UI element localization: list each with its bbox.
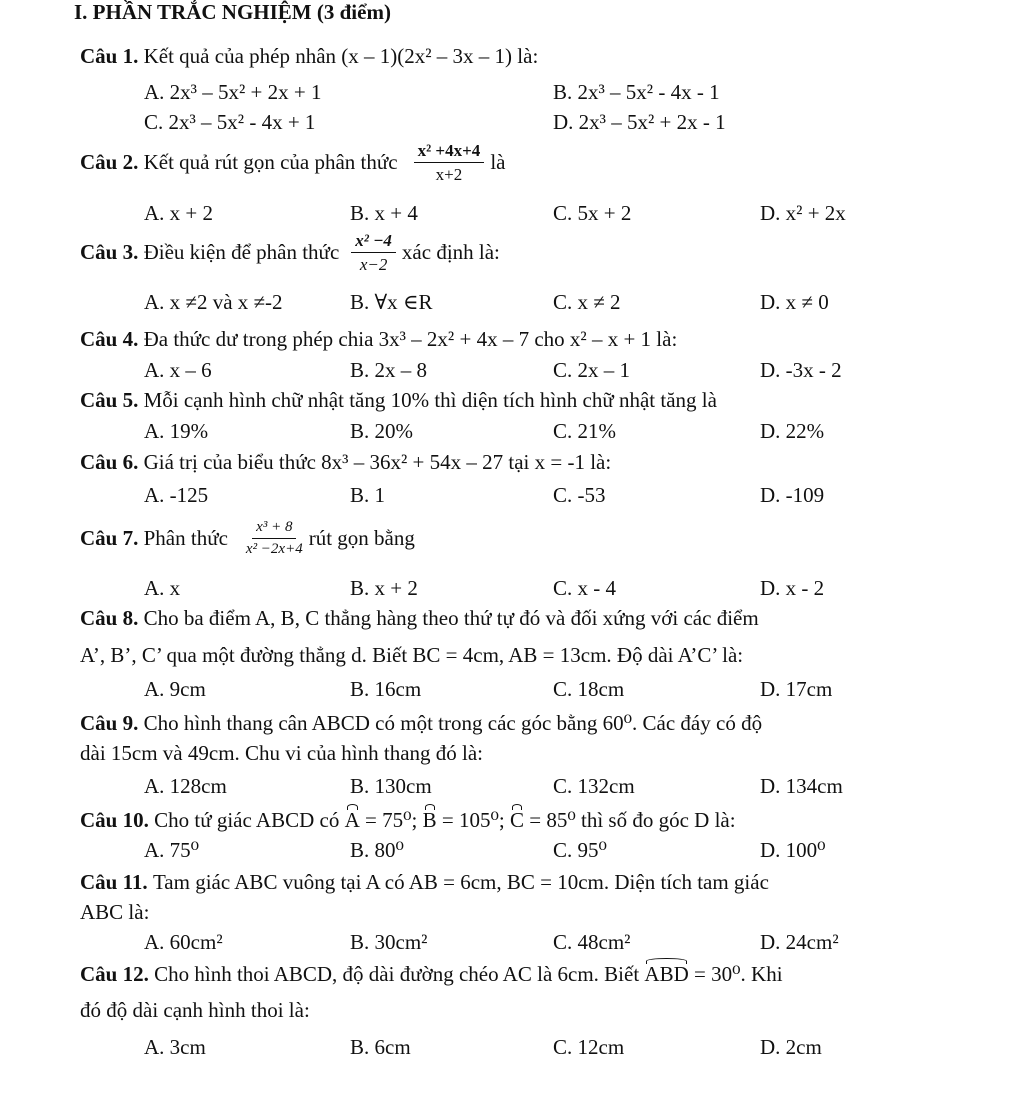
question-text-after: là (490, 150, 506, 174)
option-a[interactable]: A. x – 6 (144, 358, 212, 382)
question-label: Câu 7. (80, 526, 139, 550)
fraction-denominator: x−2 (359, 255, 388, 274)
option-b[interactable]: B. 1 (350, 483, 386, 507)
question-3 (80, 232, 500, 273)
question-text: Cho hình thoi ABCD, độ dài đường chéo AC là 6cm. Biết (154, 962, 640, 986)
fraction-numerator: x² +4x+4 (414, 142, 485, 163)
angle-a-value: = 75⁰; (359, 808, 423, 832)
option-b[interactable]: B. 2x³ – 5x² - 4x - 1 (553, 80, 720, 104)
question-text: Giá trị của biểu thức 8x³ – 36x² + 54x – 27 tại x = -1 là: (143, 450, 612, 474)
option-a[interactable]: A. x ≠2 và x ≠-2 (144, 290, 283, 314)
option-d[interactable]: D. 22% (760, 419, 825, 443)
option-c[interactable]: C. x ≠ 2 (553, 290, 621, 314)
option-a[interactable]: A. 60cm² (144, 930, 223, 954)
question-label: Câu 4. (80, 327, 139, 351)
option-c[interactable]: C. 2x – 1 (553, 358, 631, 382)
angle-b-value: = 105⁰; (436, 808, 510, 832)
question-text: Tam giác ABC vuông tại A có AB = 6cm, BC = 10cm. Diện tích tam giác (152, 870, 769, 894)
question-label: Câu 5. (80, 388, 139, 412)
option-b[interactable]: B. x + 2 (350, 576, 418, 600)
question-text-after: xác định là: (401, 240, 500, 264)
option-a[interactable]: A. 75⁰ (144, 838, 200, 862)
option-b[interactable]: B. x + 4 (350, 201, 418, 225)
option-c[interactable]: C. 21% (553, 419, 616, 443)
option-a[interactable]: A. 3cm (144, 1035, 206, 1059)
question-label: Câu 3. (80, 240, 139, 264)
option-b[interactable]: B. ∀x ∈R (350, 290, 433, 314)
option-d[interactable]: D. 134cm (760, 774, 843, 798)
fraction-denominator: x² −2x+4 (245, 541, 303, 557)
option-a[interactable]: A. 128cm (144, 774, 227, 798)
option-c[interactable]: C. 95⁰ (553, 838, 607, 862)
question-label: Câu 1. (80, 44, 139, 68)
angle-a: A (344, 808, 360, 832)
option-c[interactable]: C. 5x + 2 (553, 201, 632, 225)
option-a[interactable]: A. x + 2 (144, 201, 214, 225)
question-12 (80, 964, 783, 985)
question-label: Câu 2. (80, 150, 139, 174)
option-a[interactable]: A. 19% (144, 419, 209, 443)
question-7 (80, 520, 415, 557)
question-6 (80, 452, 611, 473)
option-c[interactable]: C. 18cm (553, 677, 625, 701)
question-12-line-2: đó độ dài cạnh hình thoi là: (80, 998, 310, 1022)
option-d[interactable]: D. x - 2 (760, 576, 825, 600)
question-11 (80, 872, 769, 893)
option-b[interactable]: B. 80⁰ (350, 838, 404, 862)
question-9 (80, 713, 762, 734)
fraction-numerator: x³ + 8 (252, 520, 296, 539)
angle-abd: ABD (644, 962, 689, 986)
question-5 (80, 390, 717, 411)
question-text: Mỗi cạnh hình chữ nhật tăng 10% thì diện tích hình chữ nhật tăng là (143, 388, 717, 412)
question-label: Câu 6. (80, 450, 139, 474)
fraction-denominator: x+2 (435, 165, 463, 184)
angle-c: C (509, 808, 524, 832)
option-d[interactable]: D. x² + 2x (760, 201, 846, 225)
question-11-line-2: ABC là: (80, 900, 150, 924)
question-text-after: rút gọn bằng (308, 526, 415, 550)
option-b[interactable]: B. 2x – 8 (350, 358, 428, 382)
option-a[interactable]: A. -125 (144, 483, 209, 507)
section-title: I. PHẦN TRẮC NGHIỆM (3 điểm) (74, 0, 391, 24)
option-d[interactable]: D. 2x³ – 5x² + 2x - 1 (553, 110, 726, 134)
question-text-after: = 30⁰. Khi (688, 962, 783, 986)
option-c[interactable]: C. 48cm² (553, 930, 631, 954)
question-label: Câu 12. (80, 962, 149, 986)
question-text: Cho hình thang cân ABCD có một trong các góc bằng 60⁰. Các đáy có độ (143, 711, 763, 735)
fraction (242, 520, 307, 557)
question-1 (80, 46, 538, 67)
option-d[interactable]: D. 100⁰ (760, 838, 826, 862)
option-a[interactable]: A. 2x³ – 5x² + 2x + 1 (144, 80, 322, 104)
question-label: Câu 8. (80, 606, 139, 630)
option-d[interactable]: D. -3x - 2 (760, 358, 842, 382)
option-b[interactable]: B. 20% (350, 419, 413, 443)
option-c[interactable]: C. 132cm (553, 774, 635, 798)
question-label: Câu 9. (80, 711, 139, 735)
fraction (414, 142, 485, 183)
question-8-line-2: A’, B’, C’ qua một đường thẳng d. Biết BC = 4cm, AB = 13cm. Độ dài A’C’ là: (80, 643, 744, 667)
option-d[interactable]: D. 17cm (760, 677, 833, 701)
option-b[interactable]: B. 6cm (350, 1035, 411, 1059)
question-text: Đa thức dư trong phép chia 3x³ – 2x² + 4x – 7 cho x² – x + 1 là: (143, 327, 678, 351)
option-c[interactable]: C. 2x³ – 5x² - 4x + 1 (144, 110, 316, 134)
option-c[interactable]: C. -53 (553, 483, 606, 507)
question-text: Kết quả của phép nhân (x – 1)(2x² – 3x – 1) là: (143, 44, 539, 68)
option-d[interactable]: D. 2cm (760, 1035, 822, 1059)
question-text: Cho tứ giác ABCD có (154, 808, 340, 832)
option-b[interactable]: B. 30cm² (350, 930, 428, 954)
option-b[interactable]: B. 130cm (350, 774, 432, 798)
angle-b: B (422, 808, 437, 832)
question-text: Điều kiện để phân thức (143, 240, 340, 264)
option-b[interactable]: B. 16cm (350, 677, 422, 701)
fraction-numerator: x² −4 (351, 232, 396, 253)
option-d[interactable]: D. x ≠ 0 (760, 290, 829, 314)
option-a[interactable]: A. 9cm (144, 677, 206, 701)
question-text: Cho ba điểm A, B, C thẳng hàng theo thứ tự đó và đối xứng với các điểm (143, 606, 759, 630)
option-d[interactable]: D. 24cm² (760, 930, 839, 954)
question-4 (80, 329, 677, 350)
option-d[interactable]: D. -109 (760, 483, 825, 507)
question-10 (80, 810, 736, 831)
option-a[interactable]: A. x (144, 576, 181, 600)
angle-c-value: = 85⁰ thì số đo góc D là: (524, 808, 736, 832)
question-text: Phân thức (143, 526, 228, 550)
question-8 (80, 608, 759, 629)
option-c[interactable]: C. x - 4 (553, 576, 616, 600)
question-label: Câu 10. (80, 808, 149, 832)
question-text: Kết quả rút gọn của phân thức (143, 150, 398, 174)
option-c[interactable]: C. 12cm (553, 1035, 625, 1059)
fraction (351, 232, 396, 273)
question-9-line-2: dài 15cm và 49cm. Chu vi của hình thang đó là: (80, 741, 483, 765)
question-2 (80, 142, 505, 183)
question-label: Câu 11. (80, 870, 148, 894)
